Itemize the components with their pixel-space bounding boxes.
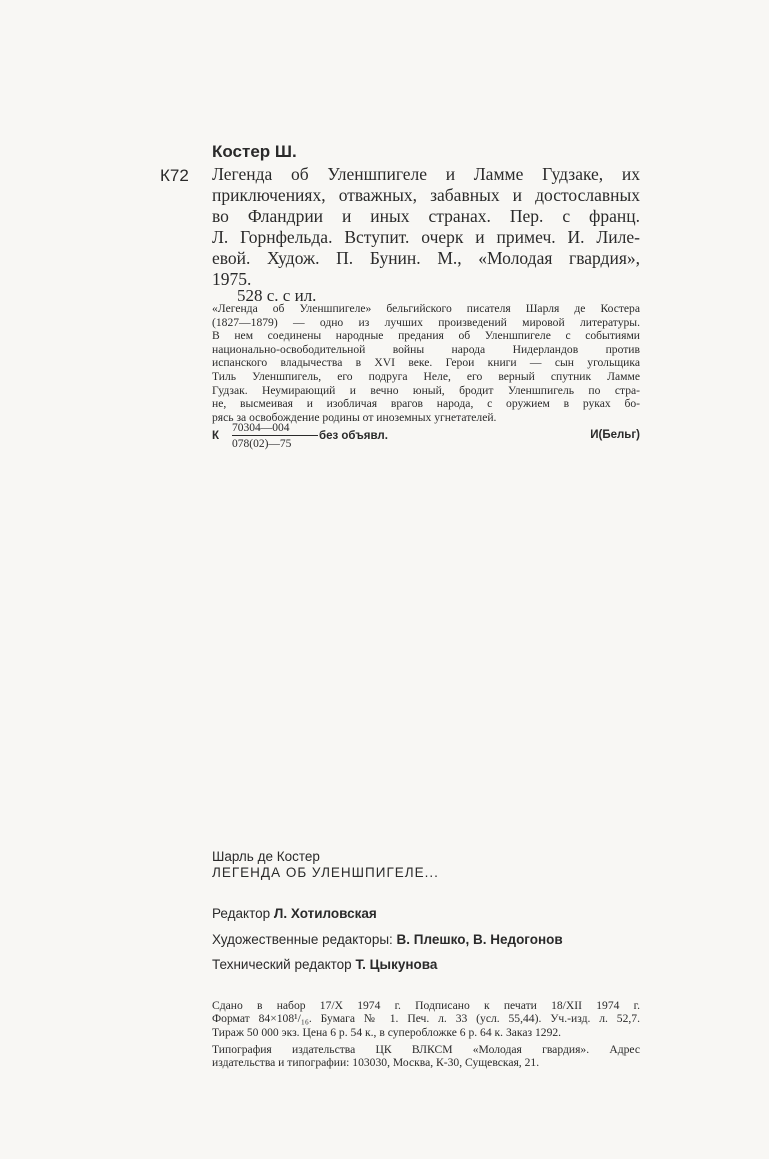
editor-name: Л. Хотиловская [273, 906, 377, 921]
production-data [212, 999, 640, 1039]
annotation-line: «Легенда об Уленшпигеле» бельгийского писателя Шарля де Костера [212, 302, 640, 315]
book-author: Шарль де Костер [212, 849, 320, 864]
k-letter: К [212, 430, 220, 442]
tech-editor-credit [212, 957, 437, 972]
printer-line: издательства и типографии: 103030, Москва, К-30, Сущевская, 21. [212, 1056, 540, 1070]
bib-line: Легенда об Уленшпигеле и Ламме Гудзаке, их [212, 164, 640, 184]
production-line: Сдано в набор 17/X 1974 г. Подписано к печати 18/XII 1974 г. [212, 999, 640, 1012]
bib-line: 1975. [212, 269, 252, 289]
code-numerator: 70304—004 [232, 422, 290, 434]
editor-credit [212, 906, 377, 921]
bib-line: евой. Худож. П. Бунин. М., «Молодая гвардия», [212, 248, 640, 268]
bib-line: во Фландрии и иных странах. Пер. с франц. [212, 206, 640, 226]
no-announcement: без объявл. [319, 430, 388, 442]
art-editors-credit [212, 932, 563, 947]
annotation [212, 302, 640, 424]
annotation-line: Гудзак. Неумирающий и вечно юный, бродит Уленшпигель по стра- [212, 383, 640, 397]
annotation-line: В нем соединены народные предания об Уленшпигеле с событиями [212, 329, 640, 343]
editor-label: Редактор [212, 906, 271, 921]
art-editors-names: В. Плешко, В. Недогонов [396, 932, 563, 947]
bib-line: Л. Горнфельда. Вступит. очерк и примеч. И. Лиле- [212, 227, 640, 247]
annotation-line: национально-освободительной войны народа Нидерландов против [212, 342, 640, 356]
code-denominator: 078(02)—75 [232, 438, 292, 450]
art-editors-label: Художественные редакторы: [212, 932, 393, 947]
catalog-index: К72 [160, 166, 189, 185]
tech-editor-name: Т. Цыкунова [355, 957, 438, 972]
bibliographic-description [212, 164, 640, 290]
language-code: И(Бельг) [590, 429, 640, 441]
tech-editor-label: Технический редактор [212, 957, 352, 972]
annotation-line: (1827—1879) — одно из лучших произведений мировой литературы. [212, 315, 640, 329]
production-line: Формат 84×108¹/₁₆. Бумага № 1. Печ. л. 33 (усл. 55,44). Уч.-изд. л. 52,7. [212, 1012, 640, 1026]
production-line: Тираж 50 000 экз. Цена 6 р. 54 к., в суперобложке 6 р. 64 к. Заказ 1292. [212, 1025, 562, 1039]
printer-info [212, 1043, 640, 1070]
annotation-line: Тиль Уленшпигель, его подруга Неле, его верный спутник Ламме [212, 369, 640, 383]
page-count: 528 с. с ил. [237, 286, 317, 305]
book-title: ЛЕГЕНДА ОБ УЛЕНШПИГЕЛЕ... [212, 865, 439, 880]
printer-line: Типография издательства ЦК ВЛКСМ «Молодая гвардия». Адрес [212, 1043, 640, 1056]
annotation-line: испанского владычества в XVI веке. Герои книги — сын угольщика [212, 356, 640, 370]
bib-line: приключениях, отважных, забавных и достославных [212, 185, 640, 205]
catalog-author: Костер Ш. [212, 142, 297, 161]
classification-line [212, 424, 640, 454]
fraction-bar [232, 435, 318, 436]
annotation-line: не, высмеивая и изобличая врагов народа, с оружием в руках бо- [212, 397, 640, 411]
annotation-line: рясь за освобождение родины от иноземных угнетателей. [212, 410, 497, 424]
